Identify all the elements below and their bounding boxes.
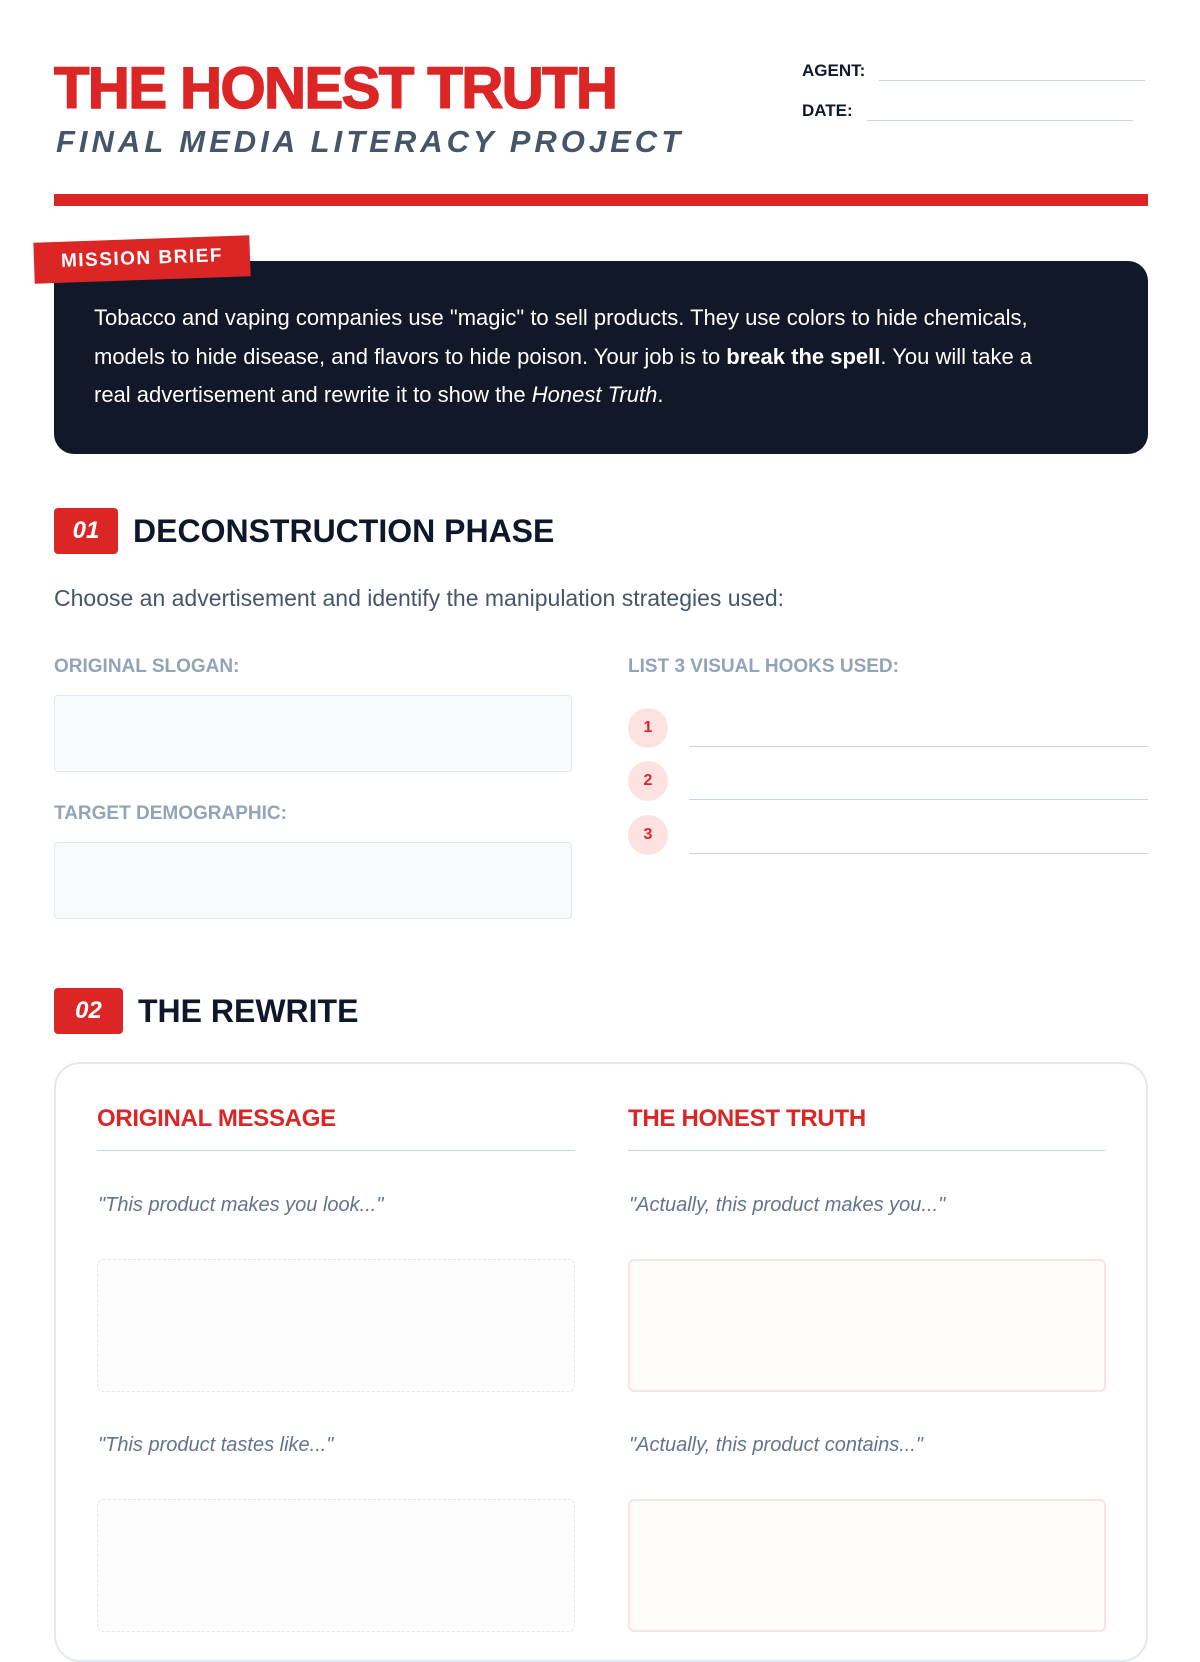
section-number-02: 02 xyxy=(54,988,123,1034)
visual-hook-row xyxy=(628,815,1148,857)
visual-hook-input[interactable] xyxy=(689,799,1148,800)
honest-prompt-makes: "Actually, this product makes you..." xyxy=(629,1194,946,1216)
honest-truth-input[interactable] xyxy=(628,1499,1106,1632)
date-field[interactable] xyxy=(867,100,1133,121)
agent-label: AGENT: xyxy=(802,61,866,80)
header-divider xyxy=(54,194,1148,206)
mission-brief-panel xyxy=(54,261,1148,454)
visual-hooks-label: LIST 3 VISUAL HOOKS USED: xyxy=(628,656,899,677)
target-demographic-label: TARGET DEMOGRAPHIC: xyxy=(54,803,287,824)
hook-number-badge: 2 xyxy=(628,761,668,801)
original-slogan-label: ORIGINAL SLOGAN: xyxy=(54,656,240,677)
original-message-heading: ORIGINAL MESSAGE xyxy=(97,1105,336,1132)
agent-row xyxy=(802,60,1145,81)
original-message-input[interactable] xyxy=(97,1259,575,1392)
section-number-01: 01 xyxy=(54,508,118,554)
visual-hook-row xyxy=(628,708,1148,750)
agent-field[interactable] xyxy=(879,60,1145,81)
honest-heading-rule xyxy=(628,1150,1106,1151)
original-heading-rule xyxy=(97,1150,575,1151)
worksheet-page xyxy=(54,0,1148,1600)
original-prompt-taste: "This product tastes like..." xyxy=(98,1434,334,1456)
honest-truth-heading: THE HONEST TRUTH xyxy=(628,1105,866,1132)
section-intro: Choose an advertisement and identify the manipulation strategies used: xyxy=(54,585,785,611)
section-title-rewrite: THE REWRITE xyxy=(138,993,359,1029)
original-slogan-input[interactable] xyxy=(54,695,572,772)
visual-hook-input[interactable] xyxy=(689,746,1148,747)
date-label: DATE: xyxy=(802,101,853,120)
honest-truth-input[interactable] xyxy=(628,1259,1106,1392)
visual-hook-input[interactable] xyxy=(689,853,1148,854)
hook-number-badge: 3 xyxy=(628,815,668,855)
visual-hook-row xyxy=(628,761,1148,803)
honest-prompt-contains: "Actually, this product contains..." xyxy=(629,1434,923,1456)
mission-brief-tag: MISSION BRIEF xyxy=(33,235,250,284)
mission-brief-text: Tobacco and vaping companies use "magic" to sell products. They use colors to hide chemicals, models to hide disease, and flavors to hide poison. Your job is to break the spell. You will take a real advertisement and rewrite it to show the Honest Truth. xyxy=(94,305,1033,407)
original-message-input[interactable] xyxy=(97,1499,575,1632)
original-prompt-look: "This product makes you look..." xyxy=(98,1194,384,1216)
hook-number-badge: 1 xyxy=(628,708,668,748)
page-subtitle: FINAL MEDIA LITERACY PROJECT xyxy=(56,124,685,159)
section-title-deconstruction: DECONSTRUCTION PHASE xyxy=(133,513,555,549)
target-demographic-input[interactable] xyxy=(54,842,572,919)
page-title: THE HONEST TRUTH xyxy=(54,56,617,121)
date-row xyxy=(802,100,1133,121)
